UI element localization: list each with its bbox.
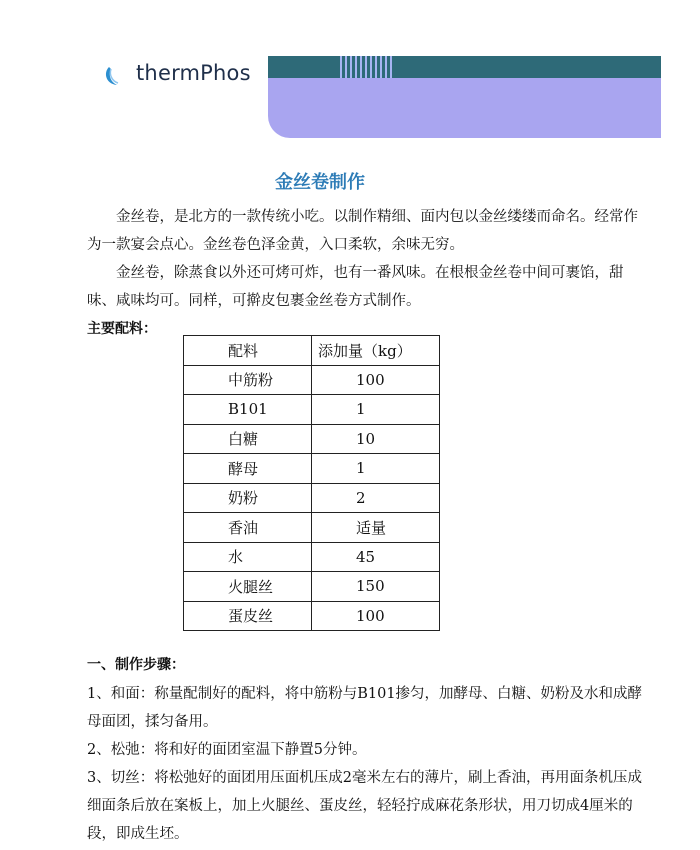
table-cell-amount: 10 bbox=[312, 424, 440, 454]
table-cell-ingredient: 奶粉 bbox=[184, 483, 312, 513]
step-item-1: 1、和面：称量配制好的配料，将中筋粉与B101掺匀，加酵母、白糖、奶粉及水和成酵母面团，揉匀备用。 bbox=[87, 686, 643, 730]
steps-label: 一、制作步骤： bbox=[87, 657, 185, 673]
table-cell-amount: 45 bbox=[312, 542, 440, 572]
table-cell-amount: 100 bbox=[312, 365, 440, 395]
ingredients-label: 主要配料： bbox=[87, 321, 157, 337]
step-item-2: 2、松弛：将和好的面团室温下静置5分钟。 bbox=[87, 742, 367, 758]
table-row bbox=[184, 424, 440, 454]
table-cell-ingredient: 火腿丝 bbox=[184, 572, 312, 602]
table-cell-ingredient: 酵母 bbox=[184, 454, 312, 484]
header-banner-strip bbox=[268, 56, 661, 78]
header-banner-block bbox=[268, 78, 661, 138]
table-cell-amount: 适量 bbox=[312, 513, 440, 543]
crescent-swoosh-icon bbox=[100, 58, 130, 88]
table-row bbox=[184, 483, 440, 513]
table-header-amount: 添加量（kg） bbox=[312, 336, 440, 366]
table-cell-ingredient: B101 bbox=[184, 395, 312, 425]
logo-text: thermPhos bbox=[136, 61, 251, 85]
intro-paragraph-2: 金丝卷，除蒸食以外还可烤可炸，也有一番风味。在根根金丝卷中间可裹馅，甜味、咸味均可。同样，可擀皮包裹金丝卷方式制作。 bbox=[87, 265, 624, 309]
header-banner-stripes bbox=[340, 56, 396, 78]
table-row bbox=[184, 365, 440, 395]
table-cell-amount: 1 bbox=[312, 395, 440, 425]
table-row bbox=[184, 601, 440, 631]
page-header bbox=[0, 0, 700, 150]
ingredients-table bbox=[183, 335, 440, 631]
table-row bbox=[184, 572, 440, 602]
intro-paragraph-1: 金丝卷，是北方的一款传统小吃。以制作精细、面内包以金丝缕缕而命名。经常作为一款宴会点心。金丝卷色泽金黄，入口柔软，余味无穷。 bbox=[87, 209, 638, 253]
table-row bbox=[184, 395, 440, 425]
table-cell-amount: 150 bbox=[312, 572, 440, 602]
table-cell-amount: 100 bbox=[312, 601, 440, 631]
table-cell-ingredient: 蛋皮丝 bbox=[184, 601, 312, 631]
table-cell-ingredient: 白糖 bbox=[184, 424, 312, 454]
document-title: 金丝卷制作 bbox=[275, 172, 365, 193]
table-row bbox=[184, 542, 440, 572]
table-row bbox=[184, 513, 440, 543]
table-cell-ingredient: 中筋粉 bbox=[184, 365, 312, 395]
table-cell-ingredient: 香油 bbox=[184, 513, 312, 543]
step-item-3: 3、切丝：将松弛好的面团用压面机压成2毫米左右的薄片，刷上香油，再用面条机压成细面条后放在案板上，加上火腿丝、蛋皮丝，轻轻拧成麻花条形状，用刀切成4厘米的段，即成生坯。 bbox=[87, 770, 642, 842]
table-row bbox=[184, 454, 440, 484]
table-header-ingredient: 配料 bbox=[184, 336, 312, 366]
table-cell-amount: 2 bbox=[312, 483, 440, 513]
company-logo bbox=[100, 56, 251, 90]
table-cell-ingredient: 水 bbox=[184, 542, 312, 572]
table-header-row bbox=[184, 336, 440, 366]
table-cell-amount: 1 bbox=[312, 454, 440, 484]
